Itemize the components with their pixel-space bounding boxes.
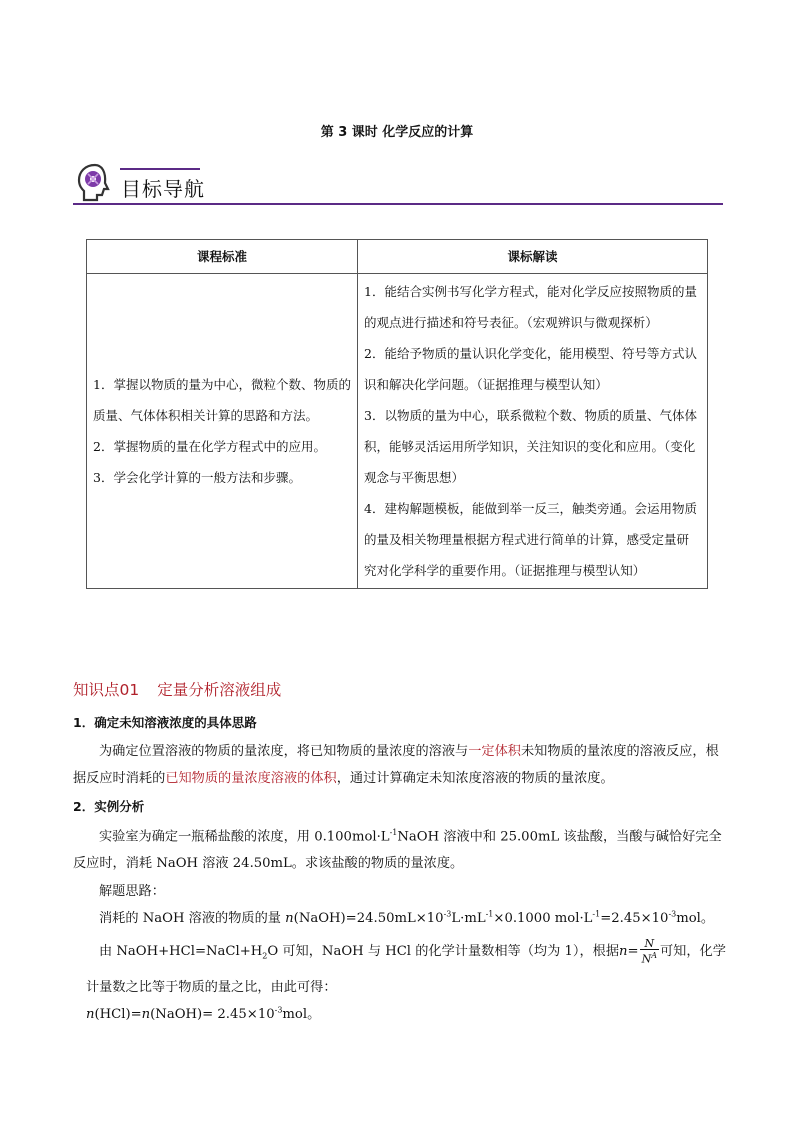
text: 实验室为确定一瓶稀盐酸的浓度，用 0.100mol·L [99,829,390,845]
list-item: 3．学会化学计算的一般方法和步骤。 [93,470,301,485]
text: 消耗的 NaOH 溶液的物质的量 [99,911,286,926]
fraction [640,938,659,965]
fraction-denominator [640,950,659,965]
list-item: 1．掌握以物质的量为中心，微粒个数、物质的质量、气体体积相关计算的思路和方法。 [93,377,351,423]
equation-line [99,938,726,965]
calculation-line [99,907,714,926]
table-header-row [87,240,708,274]
text: mol。 [676,911,715,926]
standards-cell [87,274,358,589]
list-item: 2．能给予物质的量认识化学变化，能用模型、符号等方式认识和解决化学问题。（证据推理与模型认知） [364,346,697,392]
superscript: -3 [274,1005,283,1015]
text: 由 NaOH+HCl=NaCl+H [99,943,263,959]
brain-gear-icon [75,162,115,204]
superscript: -1 [592,909,601,919]
example-paragraph [73,819,723,877]
text: 可知，化学 [659,943,726,959]
symbol: n [285,911,294,926]
curriculum-table [86,239,708,589]
table-header-cell: 课程标准 [87,240,358,274]
text: ×0.1000 mol·L [493,911,593,926]
list-item: 4．建构解题模板，能做到举一反三，触类旁通。会运用物质的量及相关物理量根据方程式进行简单的计算，感受定量研究对化学科学的重要作用。（证据推理与模型认知） [364,501,697,578]
knowledge-point-name: 定量分析溶液组成 [157,681,282,699]
goal-navigation-header [73,162,723,207]
list-item: 2．掌握物质的量在化学方程式中的应用。 [93,439,326,454]
superscript: A [651,951,657,960]
superscript: -3 [443,909,452,919]
superscript: -1 [485,909,494,919]
text: NaOH 溶液中和 25.00mL 该盐酸，当酸与碱恰好完全反应时，消耗 NaOH 溶液 24.50mL。求该盐酸的物质的量浓度。 [73,829,722,872]
heading-divider [73,203,723,205]
section-heading: 目标导航 [121,177,205,201]
solve-label: 解题思路： [99,884,165,899]
text: O 可知，NaOH 与 HCl 的化学计量数相等（均为 1），根据 [267,943,620,959]
section-title: 1．确定未知溶液浓度的具体思路 [73,715,257,730]
interpretation-cell [358,274,708,589]
symbol: n= [619,943,639,959]
text: (NaOH)=24.50mL×10 [293,911,444,926]
text: mol。 [282,1007,321,1022]
superscript: -3 [668,909,677,919]
paragraph [73,738,723,792]
list-item: 3．以物质的量为中心，联系微粒个数、物质的质量、气体体积，能够灵活运用所学知识，关注知识的变化和应用。（变化观念与平衡思想） [364,408,697,485]
knowledge-point-title [73,678,281,700]
text: N [641,952,652,966]
text: 未知物质的量浓度的溶液反应，根据反应时消耗的 [73,744,719,786]
list-item: 1．能结合实例书写化学方程式，能对化学反应按照物质的量的观点进行描述和符号表征。（宏观辨识与微观探析） [364,284,697,330]
fraction-numerator: N [640,938,659,950]
text: 为确定位置溶液的物质的量浓度，将已知物质的量浓度的溶液与 [99,744,469,759]
result-line [86,1003,320,1022]
superscript: -1 [389,828,398,837]
text: L·mL [451,911,486,926]
symbol: n [86,1007,95,1022]
text: (HCl)= [94,1007,142,1022]
table-header-cell: 课标解读 [358,240,708,274]
subscript: 2 [262,951,268,961]
heading-accent-line [120,168,200,170]
text: =2.45×10 [600,911,669,926]
table-row [87,274,708,589]
symbol: n [141,1007,151,1022]
knowledge-point-label: 知识点01 [73,681,140,699]
highlight-text: 一定体积 [468,744,521,759]
highlight-text: 已知物质的量浓度溶液的体积 [165,771,337,786]
page-title: 第 3 课时 化学反应的计算 [320,125,474,140]
text-line: 计量数之比等于物质的量之比，由此可得： [86,980,337,995]
text: ，通过计算确定未知浓度溶液的物质的量浓度。 [336,771,614,786]
text: (NaOH)= 2.45×10 [150,1007,275,1022]
section-title: 2．实例分析 [73,799,145,814]
